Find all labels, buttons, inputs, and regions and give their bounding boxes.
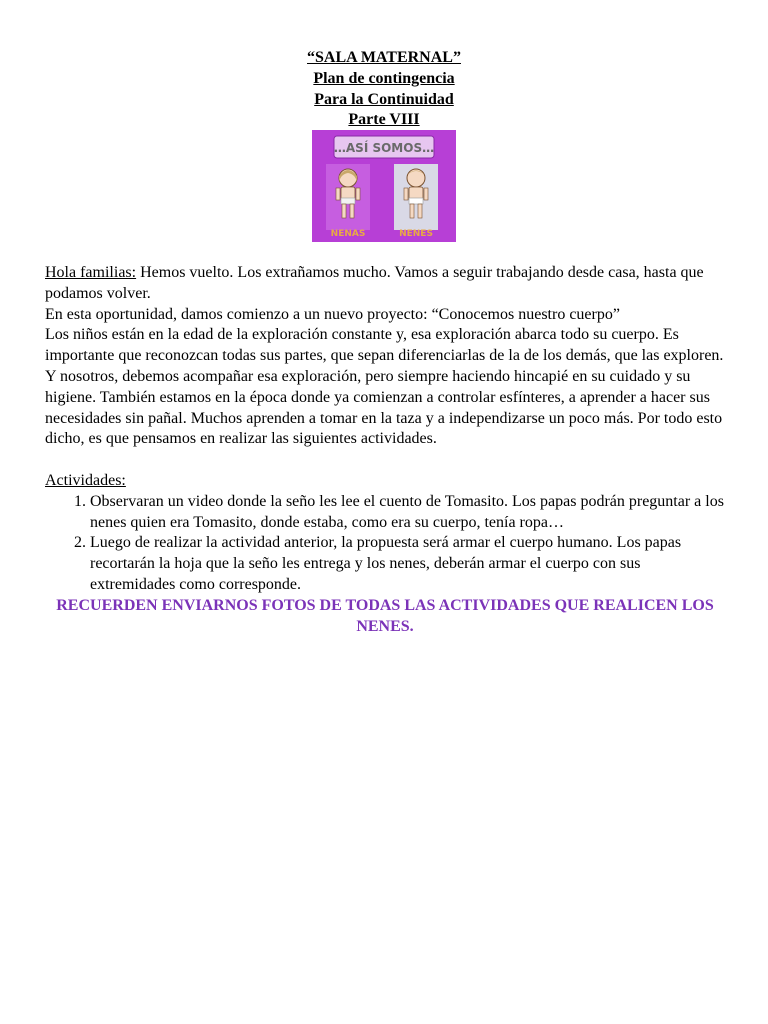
activity-item-2: 2. Luego de realizar la actividad anterior, la propuesta será armar el cuerpo humano. Los papas recortarán la hoja que la seño les entrega y los nenes, deberán armar el cuerpo con sus extremidades como corresponde. — [90, 533, 725, 595]
greeting-rest: Hemos vuelto. Los extrañamos mucho. Vamos a seguir trabajando desde casa, hasta que podamos volver. — [45, 264, 704, 302]
banner-text: …ASÍ SOMOS… — [333, 141, 435, 155]
activity-item-1: 1. Observaran un video donde la seño les lee el cuento de Tomasito. Los papas podrán preguntar a los nenes quien era Tomasito, donde estaba, como era su cuerpo, tenía ropa… — [90, 492, 725, 534]
activities-heading: Actividades: — [45, 471, 126, 489]
document-body — [45, 263, 725, 637]
boy-label: NENES — [399, 229, 433, 239]
intro-paragraph — [45, 263, 725, 305]
asi-somos-illustration — [312, 130, 456, 242]
activities-list — [45, 492, 725, 596]
greeting: Hola familias: — [45, 264, 137, 281]
closing-reminder: RECUERDEN ENVIARNOS FOTOS DE TODAS LAS ACTIVIDADES QUE REALICEN LOS NENES. — [56, 596, 714, 635]
girl-label: NENAS — [330, 229, 366, 239]
illustration-svg — [312, 130, 456, 242]
document-header — [0, 48, 768, 131]
project-paragraph: En esta oportunidad, damos comienzo a un nuevo proyecto: “Conocemos nuestro cuerpo” — [45, 305, 620, 323]
spacer — [45, 450, 725, 471]
header-line-3: Para la Continuidad — [314, 90, 454, 108]
header-line-2: Plan de contingencia — [313, 69, 455, 87]
header-line-4: Parte VIII — [348, 111, 420, 129]
header-line-1: “SALA MATERNAL” — [307, 49, 461, 66]
exploration-paragraph: Los niños están en la edad de la exploración constante y, esa exploración abarca todo su cuerpo. Es importante que reconozcan todas sus partes, que sepan diferenciarlas de la de los demás, que las exploren. Y nosotros, debemos acompañar esa exploración, pero siempre haciendo hincapié en su cuidado y su higiene. También estamos en la época donde ya comienzan a controlar esfínteres, a aprender a hacer sus necesidades sin pañal. Muchos aprenden a tomar en la taza y a independizarse un poco más. Por todo esto dicho, es que pensamos en realizar las siguientes actividades. — [45, 326, 724, 448]
